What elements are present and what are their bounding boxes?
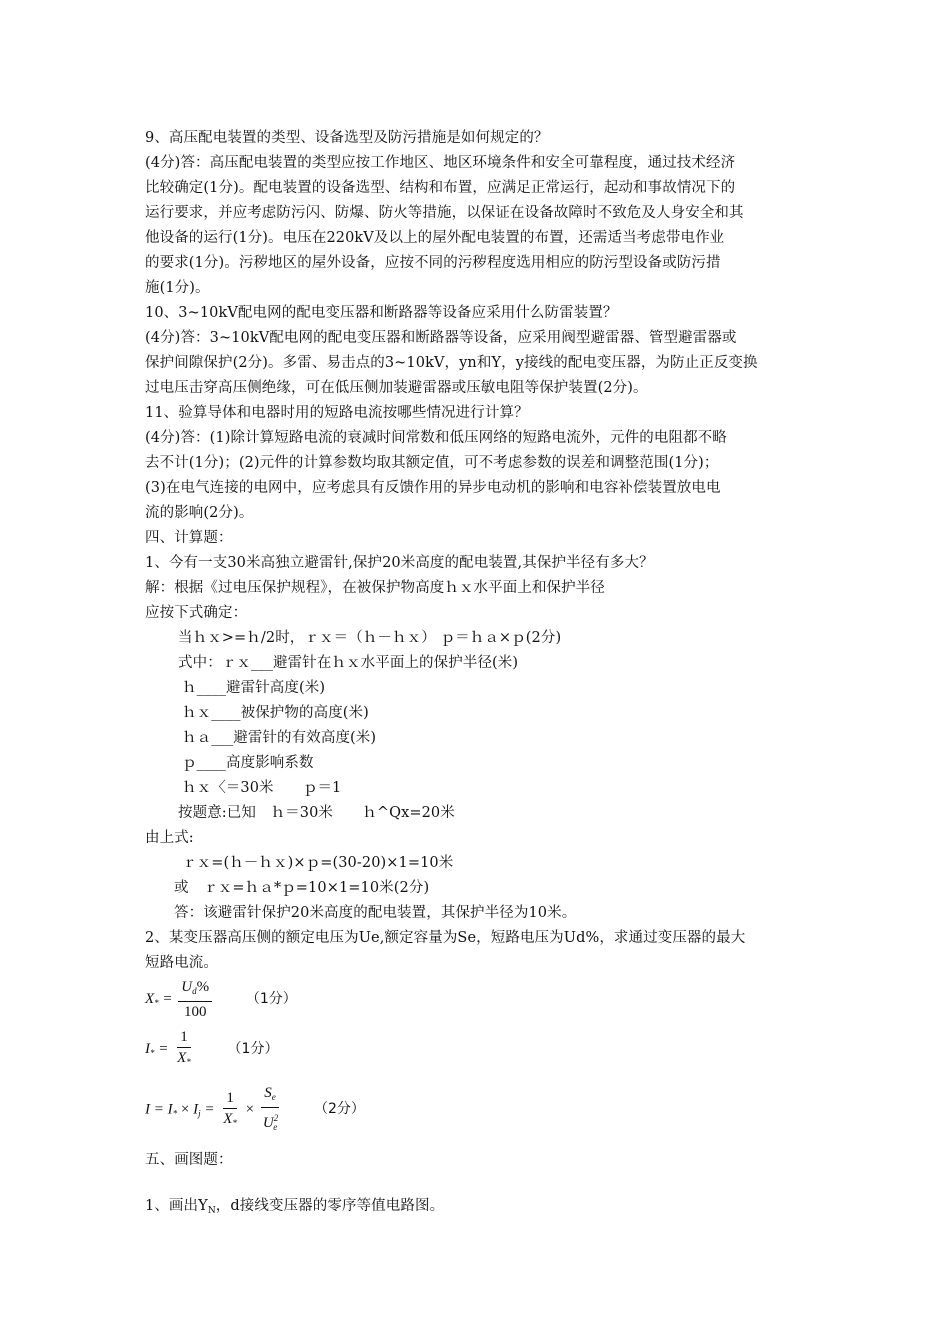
score-label: （1分） [227, 1040, 279, 1057]
q11-answer-line: (4分)答：(1)除计算短路电流的衰减时间常数和低压网络的短路电流外，元件的电阻都不略 [145, 430, 727, 446]
calc2-title: 短路电流。 [145, 955, 218, 971]
q9-answer-line: 施(1分)。 [145, 280, 210, 296]
calc1-definition-line: 式中：ｒｘ___避雷针在ｈｘ水平面上的保护半径(米) [178, 655, 519, 671]
calc1-solution-line: 解：根据《过电压保护规程》，在被保护物高度ｈｘ水平面上和保护半径 [145, 580, 605, 596]
calc1-derivation-line: ｒｘ=(ｈ－ｈｘ)×ｐ=(30-20)×1=10米 [182, 855, 454, 871]
q11-answer-line: 流的影响(2分)。 [145, 505, 254, 521]
draw1-title: 1、画出$Y_N$，d接线变压器的零序等值电路图。 [145, 1198, 445, 1216]
q10-answer-line: 过电压击穿高压侧绝缘，可在低压侧加装避雷器或压敏电阻等保护装置(2分)。 [145, 380, 648, 396]
q10-answer-line: (4分)答：3~10kV配电网的配电变压器和断路器等设备，应采用阀型避雷器、管型避雷器或 [145, 330, 737, 346]
section-4-heading: 四、计算题： [145, 530, 233, 546]
score-label: （1分） [245, 990, 297, 1007]
q9-answer-line: 运行要求，并应考虑防污闪、防爆、防火等措施，以保证在设备故障时不致危及人身安全和其 [145, 205, 744, 221]
q10-title: 10、3~10kV配电网的配电变压器和断路器等设备应采用什么防雷装置？ [145, 305, 618, 321]
formula-i-star: $I_*$ = $\frac{1}{X_*}$ （1分） [145, 1028, 810, 1076]
calc1-title: 1、今有一支30米高独立避雷针,保护20米高度的配电装置,其保护半径有多大？ [145, 555, 654, 571]
q11-answer-line: (3)在电气连接的电网中，应考虑具有反馈作用的异步电动机的影响和电容补偿装置放电电 [145, 480, 721, 496]
score-label: （2分） [313, 1101, 365, 1118]
formula-i-max: $I = I_* \times I_j$ = $\frac{1}{X_*}$ × $\frac{S_e}{U^2_e}$ （2分） [145, 1084, 810, 1142]
calc1-derivation-line: 或 ｒｘ=ｈａ*ｐ=10×1=10米(2分) [174, 880, 430, 896]
calc1-definition-line: ｈ____避雷针高度(米) [182, 680, 326, 696]
fraction: $\frac{1}{X_*}$ [177, 1029, 191, 1067]
fraction: $\frac{S_e}{U^2_e}$ [262, 1085, 279, 1132]
q9-title: 9、高压配电装置的类型、设备选型及防污措施是如何规定的？ [145, 130, 549, 146]
q9-answer-line: 的要求(1分)。污秽地区的屋外设备，应按不同的污秽程度选用相应的防污型设备或防污措 [145, 255, 721, 271]
calc1-formula-line: 当ｈｘ>=ｈ/2时，ｒｘ＝（ｈ－ｈｘ） ｐ＝ｈａ×ｐ(2分) [178, 630, 562, 646]
q9-answer-line: (4分)答：高压配电装置的类型应按工作地区、地区环境条件和安全可靠程度，通过技术经济 [145, 155, 736, 171]
calc1-condition-line: ｈｘ〈＝30米 ｐ＝1 [182, 780, 342, 796]
q9-answer-line: 比较确定(1分)。配电装置的设备选型、结构和布置，应满足正常运行，起动和事故情况下的 [145, 180, 736, 196]
calc1-derivation-label: 由上式: [145, 830, 194, 846]
q10-answer-line: 保护间隙保护(2分)。多雷、易击点的3~10kV，yn和Y，y接线的配电变压器，为防止正反变换 [145, 355, 758, 371]
calc1-definition-line: ｈｘ____被保护物的高度(米) [182, 705, 369, 721]
calc1-answer-line: 答：该避雷针保护20米高度的配电装置，其保护半径为10米。 [174, 905, 577, 921]
q9-answer-line: 他设备的运行(1分)。电压在220kV及以上的屋外配电装置的布置，还需适当考虑带电作业 [145, 230, 725, 246]
calc1-solution-line: 应按下式确定： [145, 605, 248, 621]
fraction: $\frac{1}{X_*}$ [223, 1089, 237, 1128]
calc1-definition-line: ｈａ___避雷针的有效高度(米) [182, 730, 377, 746]
formula-x-star: $X_*$ = $\frac{U_d\%}{100}$ （1分） [145, 979, 297, 1020]
calc1-given-line: 按题意:已知 ｈ＝30米 ｈ^Qx=20米 [178, 805, 455, 821]
document-body [145, 126, 810, 1224]
section-5-heading: 五、画图题： [145, 1152, 233, 1168]
fraction: $\frac{U_d\%}{100}$ [178, 978, 212, 1021]
q11-title: 11、验算导体和电器时用的短路电流按哪些情况进行计算？ [145, 405, 529, 421]
q11-answer-line: 去不计(1分)；(2)元件的计算参数均取其额定值，可不考虑参数的误差和调整范围(1分)； [145, 455, 719, 471]
calc2-title: 2、某变压器高压侧的额定电压为Ue,额定容量为Se，短路电压为Ud%，求通过变压器的最大 [145, 930, 746, 946]
calc1-definition-line: ｐ____高度影响系数 [182, 755, 314, 771]
